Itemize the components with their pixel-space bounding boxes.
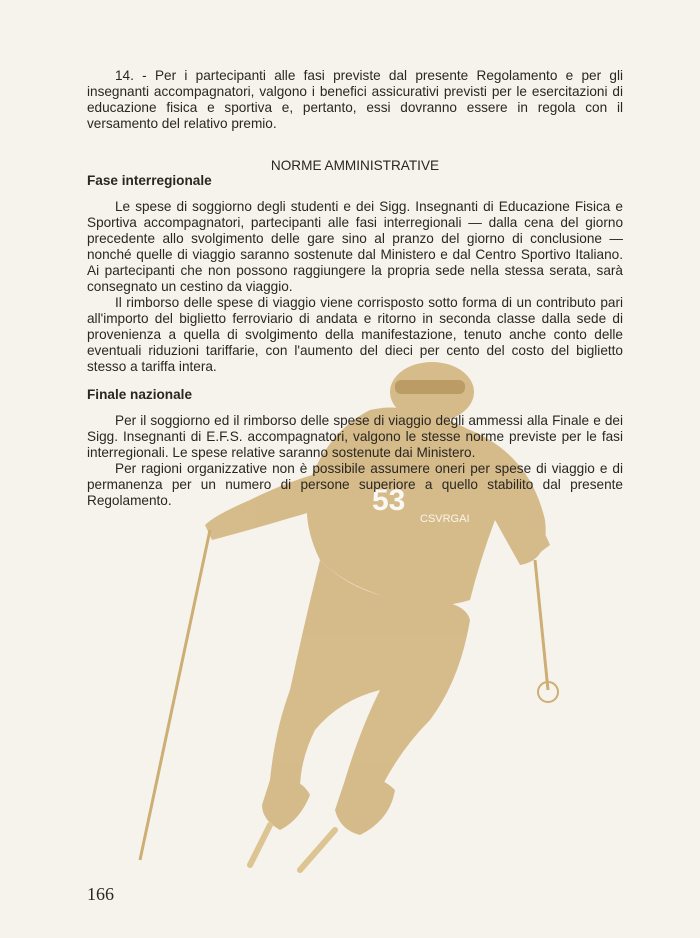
- national-paragraph-1: Per il soggiorno ed il rimborso delle spese di viaggio degli ammessi alla Finale e dei Sigg. Insegnanti di E.F.S. accompagnatori, valgono le stesse norme previste per le fasi interregionali. Le spese relative saranno sostenute dai Ministero.: [87, 413, 623, 460]
- section-title: NORME AMMINISTRATIVE: [270, 158, 440, 173]
- intro-block: [87, 68, 623, 132]
- interregional-heading: Fase interregionale: [87, 173, 212, 188]
- interregional-paragraph-1: Le spese di soggiorno degli studenti e dei Sigg. Insegnanti di Educazione Fisica e Sportiva accompagnatori, partecipanti alle fasi interregionali — dalla cena del giorno precedente allo svolgimento delle gare sino al pranzo del giorno di conclusione — nonché quelle di viaggio saranno sostenute dal Ministero e dal Centro Sportivo Italiano. Ai partecipanti che non possono raggiungere la propria sede nella stessa serata, sarà consegnato un cestino da viaggio.: [87, 199, 623, 294]
- interregional-paragraph-2: Il rimborso delle spese di viaggio viene corrisposto sotto forma di un contributo pari all'importo del biglietto ferroviario di andata e ritorno in seconda classe dalla sede di provenienza a quella di svolgimento della manifestazione, tenuto anche conto delle eventuali riduzioni tariffarie, con l'aumento del dieci per cento del costo del biglietto stesso a tariffa intera.: [87, 295, 623, 374]
- national-paragraph-2: Per ragioni organizzative non è possibile assumere oneri per spese di viaggio e di permanenza per un numero di persone superiore a quello stabilito dal presente Regolamento.: [87, 461, 623, 508]
- national-section: [87, 387, 623, 509]
- page-number: 166: [87, 884, 114, 904]
- bib-text: CSVRGAI: [420, 513, 470, 525]
- interregional-section: [87, 173, 623, 375]
- intro-paragraph: 14. - Per i partecipanti alle fasi previste dal presente Regolamento e per gli insegnanti accompagnatori, valgono i benefici assicurativi previsti per le esercitazioni di educazione fisica e sportiva e, pertanto, essi dovranno essere in regola con il versamento del relativo premio.: [87, 68, 623, 131]
- national-heading: Finale nazionale: [87, 387, 192, 402]
- bib-number: 53: [372, 484, 406, 517]
